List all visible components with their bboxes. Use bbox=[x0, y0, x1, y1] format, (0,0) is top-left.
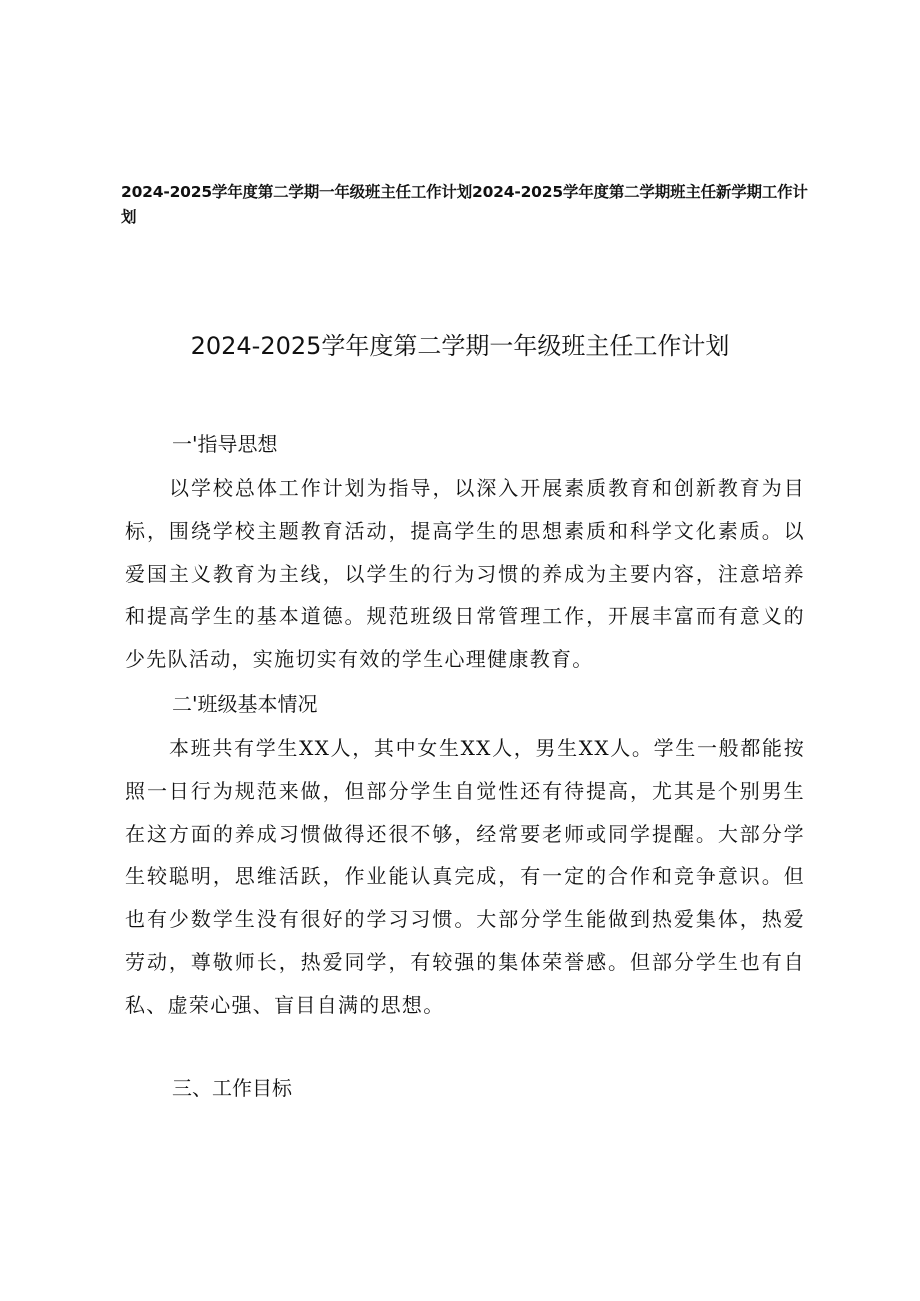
document-header-title: 2024-2025学年度第二学期一年级班主任工作计划2024-2025学年度第二学期班主任新学期工作计划 bbox=[121, 183, 808, 226]
section-paragraph-class-situation: 本班共有学生XX人，其中女生XX人，男生XX人。学生一般都能按照一日行为规范来做，但部分学生自觉性还有待提高，尤其是个别男生在这方面的养成习惯做得还很不够，经常要老师或同学提醒。大部分学生较聪明，思维活跃，作业能认真完成，有一定的合作和竞争意识。但也有少数学生没有很好的学习习惯。大部分学生能做到热爱集体，热爱劳动，尊敬师长，热爱同学，有较强的集体荣誉感。但部分学生也有自私、虚荣心强、盲目自满的思想。 bbox=[125, 736, 805, 1017]
section-paragraph-guiding-ideology: 以学校总体工作计划为指导，以深入开展素质教育和创新教育为目标，围绕学校主题教育活动，提高学生的思想素质和科学文化素质。以爱国主义教育为主线，以学生的行为习惯的养成为主要内容，注意培养和提高学生的基本道德。规范班级日常管理工作，开展丰富而有意义的少先队活动，实施切实有效的学生心理健康教育。 bbox=[125, 476, 805, 672]
section-heading-class-situation: 二'班级基本情况 bbox=[172, 692, 318, 716]
section-heading-guiding-ideology: 一'指导思想 bbox=[172, 432, 278, 456]
section-heading-work-goals: 三、工作目标 bbox=[172, 1076, 292, 1100]
document-main-title: 2024-2025学年度第二学期一年级班主任工作计划 bbox=[190, 332, 730, 360]
